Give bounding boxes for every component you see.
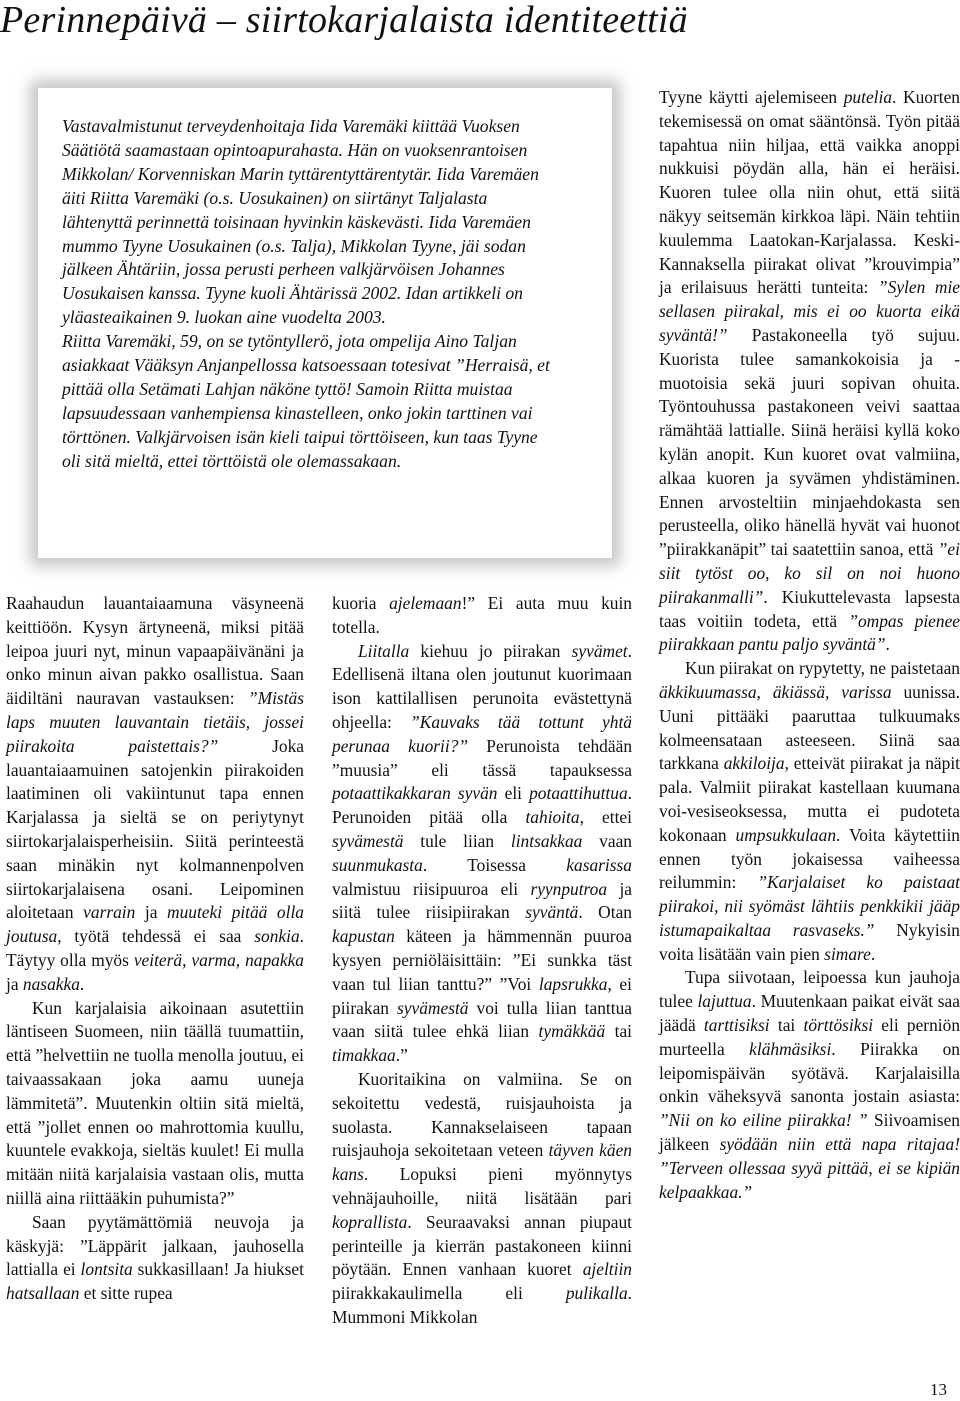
- body-column-2: [332, 592, 632, 1330]
- page-number: 13: [930, 1380, 947, 1399]
- sidebar-paragraph: Vastavalmistunut terveydenhoitaja Iida Varemäki kiittää Vuoksen Säätiötä saamastaan opintoapurahasta. Hän on vuoksenrantoisen Mikkolan/ Korvenniskan Marin tyttärentyttärentytär. Iida Varemäen äiti Riitta Varemäki (o.s. Uosukainen) on siirtänyt Taljalasta lähtenyttä perinnettä toisinaan hyvinkin käskevästi. Iida Varemäen mummo Tyyne Uosukainen (o.s. Talja), Mikkolan Tyyne, jäi sodan jälkeen Ähtäriin, jossa perusti perheen valkjärvöisen Johannes Uosukaisen kanssa. Tyyne kuoli Ähtärissä 2002. Idan artikkeli on yläasteaikainen 9. luokan aine vuodelta 2003.: [62, 116, 539, 328]
- paragraph: Kuoritaikina on valmiina. Se on sekoitettu vedestä, ruisjauhoista ja suolasta. Kannakselaiseen tapaan ruisjauhoja sekoitetaan veteen täyven käen kans. Lopuksi pieni myönnytys vehnäjauhoille, niitä lisätään pari koprallista. Seuraavaksi annan piupaut perinteille ja kierrän pastakoneen kiinni pöytään. Ennen vanhaan kuoret ajeltiin piirakkakaulimella eli pulikalla. Mummoni Mikkolan: [332, 1068, 632, 1327]
- paragraph: Saan pyytämättömiä neuvoja ja käskyjä: ”Läppärit jalkaan, jauhosella lattialla ei lontsita sukkasillaan! Ja hiukset hatsallaan et sitte rupea: [6, 1211, 304, 1304]
- paragraph: kuoria ajelemaan!” Ei auta muu kuin totella.: [332, 593, 633, 637]
- article-title: Perinnepäivä – siirtokarjalaista identiteettiä: [0, 0, 688, 41]
- body-column-3: [659, 86, 960, 1204]
- paragraph: Tupa siivotaan, leipoessa kun jauhoja tulee lajuttua. Muutenkaan paikat eivät saa jäädä tarttisiksi tai törttösiksi eli perniön murteella klähmäsiksi. Piirakka on leipomispäivän syötävä. Karjalaisilla onkin väheksyvä sanonta jostain asiasta: ”Nii on ko eiline piirakka! ” Siivoamisen jälkeen syödään niin että napa ritajaa! ”Terveen ollessaa syyä pittää, ei se kipiän kelpaakkaa.”: [659, 967, 960, 1202]
- paragraph: Kun karjalaisia aikoinaan asutettiin läntiseen Suomeen, niin täällä tuumattiin, että ”helvettiin ne tuolla menolla joutuu, ei taivaassakaan joka aamu uuneja lämmitetä”. Muutenkin oltiin sitä mieltä, että ”jollet ennen oo mahrottomia kuullu, kuuntele evakkoja, sieltäs kuulet! Ei mulla mitään niitä karjalaisia vastaan olis, mutta niillä aina riittääkin puhumista?”: [6, 997, 304, 1208]
- sidebar-paragraph: Riitta Varemäki, 59, on se tytöntyllerö, jota ompelija Aino Taljan asiakkaat Vääksyn Anjanpellossa katsoessaan totesivat ”Herraisä, et pittää olla Setämati Lahjan näköne tyttö! Samoin Riitta muistaa lapsuudessaan vanhempiensa kinastelleen, onko jokin tarttinen vai törttönen. Valkjärvoisen isän kieli taipui törttöiseen, kun taas Tyyne oli sitä mieltä, ettei törttöistä ole olemassakaan.: [62, 331, 550, 471]
- paragraph: Tyyne käytti ajelemiseen putelia. Kuorten tekemisessä on omat sääntönsä. Työn pitää tapahtua niin hiljaa, että vaikka anoppi nukkuisi pöydän alla, hän ei heräisi. Kuoren tulee olla niin ohut, että siitä näkyy seitsemän kirkkoa läpi. Näin tehtiin kuulemma Laatokan-Karjalassa. Keski-Kannaksella piirakat olivat ”krouvimpia” ja erilaisuus herätti tunteita: ”Sylen mie sellasen piirakal, mis ei oo kuorta eikä syväntä!” Pastakoneella työ sujuu. Kuorista tulee samankokoisia ja -muotoisia sekä juuri sopivan ohuita. Työntouhussa pastakoneen veivi saattaa rämähtää lattialle. Siinä heräisi kyllä koko kylän anopit. Kun kuoret ovat valmiina, alkaa kuoren ja syvämen yhdistäminen. Ennen arvosteltiin minjaehdokasta sen perusteella, oliko hänellä hyvät vai huonot ”piirakkanäpit” tai saatettiin sanoa, että ”ei siit tytöst oo, ko sil on noi huono piirakanmalli”. Kiukuttelevasta lapsesta taas voitiin todeta, että ”ompas pienee piirakkaan pantu paljo syväntä”.: [659, 87, 960, 655]
- body-column-1: [6, 592, 304, 1306]
- paragraph: Liitalla kiehuu jo piirakan syvämet. Edellisenä iltana olen joutunut kuorimaan ison kattilallisen perunoita evästettynä ohjeella: ”Kauvaks tää tottunt yhtä perunaa kuorii?” Perunoista tehdään ”muusia” eli tässä tapauksessa potaattikakkaran syvän eli potaattihuttua. Perunoiden pitää olla tahioita, ettei syvämestä tule liian lintsakkaa vaan suunmukasta. Toisessa kasarissa valmistuu riisipuuroa eli ryynputroa ja siitä tulee riisipiirakan syväntä. Otan kapustan käteen ja hämmennän puuroa kysyen perniöläisittäin: ”Ei sunkka täst vaan tul liian tanttu?” ”Voi lapsrukka, ei piirakan syvämestä voi tulla liian tanttua vaan siitä tulee ehkä liian tymäkkää tai timakkaa.”: [332, 640, 633, 1066]
- paragraph: Kun piirakat on rypytetty, ne paistetaan äkkikuumassa, äkiässä, varissa uunissa. Uuni pittääki paaruttaa tulkuumaks kolmeensataan asteeseen. Siinä saa tarkkana akkiloija, etteivät piirakat ja näpit pala. Valmiit piirakat kastellaan kuumana voi-vesiseoksessa, mutta ei pudoteta kokonaan umpsukkulaan. Voita käytettiin ennen työn jokaisessa vaiheessa reilummin: ”Karjalaiset ko paistaat piirakoi, nii syömäst lähtiis penkkikii jääp istumapaikaltaa rasvaseks.” Nykyisin voita lisätään vain pien simare.: [659, 658, 960, 964]
- paragraph: Raahaudun lauantaiaamuna väsyneenä keittiöön. Kysyn ärtyneenä, miksi pitää leipoa juuri nyt, minun vapaapäivänäni ja onko minun aivan pakko osallistua. Saan äidiltäni nauravan vastauksen: ”Mistäs laps muuten lauvantain tietäis, jossei piirakoita paistettais?” Joka lauantaiaamuinen satojenkin piirakoiden laatiminen oli vakiintunut tapa ennen Karjalassa ja sieltä se on periytynyt siirtokarjalaisperheisiin. Siitä perinteestä saan minäkin nyt kolmannenpolven siirtokarjalaisena osani. Leipominen aloitetaan varrain ja muuteki pitää olla joutusa, työtä tehdessä ei saa sonkia. Täytyy olla myös veiterä, varma, napakka ja nasakka.: [6, 593, 304, 994]
- sidebar-text: [62, 115, 554, 474]
